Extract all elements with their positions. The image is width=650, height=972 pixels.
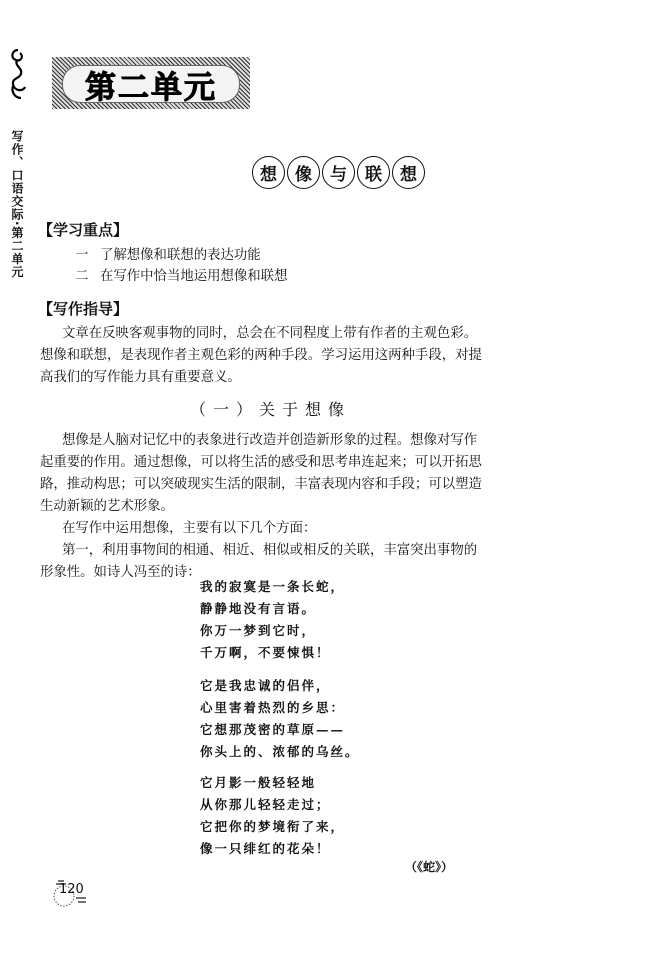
body-line: 生动新颖的艺术形象。 (40, 499, 174, 514)
body-line: 在写作中运用想像，主要有以下几个方面： (62, 521, 317, 536)
poem-line: 你万一梦到它时， (200, 623, 317, 638)
guide-line: 文章在反映客观事物的同时，总会在不同程度上带有作者的主观色彩。 (62, 326, 478, 341)
focus-item: 了解想像和联想的表达功能 (100, 248, 261, 263)
title-char: 想 (392, 156, 425, 189)
guide-line: 高我们的写作能力具有重要意义。 (40, 370, 241, 385)
decorative-ornament-icon (8, 46, 28, 102)
page-number-ornament (50, 878, 90, 908)
focus-item-number: 二 (75, 269, 89, 284)
poem-line: 我的寂寞是一条长蛇， (200, 579, 346, 594)
poem-line: 它是我忠诚的侣伴， (200, 678, 331, 693)
body-line: 起重要的作用。通过想像，可以将生活的感受和思考串连起来；可以开拓思 (40, 455, 482, 470)
guide-heading: 【写作指导】 (38, 300, 129, 318)
section-heading: （一）关于想像 (190, 400, 352, 419)
poem-source: （《蛇》） (405, 860, 454, 874)
side-running-header: 写作、口语交际·第二单元 (10, 130, 24, 279)
page-number: 120 (59, 882, 84, 897)
focus-item: 在写作中恰当地运用想像和联想 (100, 269, 288, 284)
poem-line: 像一只绯红的花朵！ (200, 841, 331, 856)
poem-line: 从你那儿轻轻走过； (200, 797, 331, 812)
title-char: 想 (252, 156, 285, 189)
poem-line: 千万啊，不要悚惧！ (200, 645, 331, 660)
focus-item-number: 一 (75, 248, 89, 263)
poem-line: 心里害着热烈的乡思： (200, 700, 346, 715)
body-line: 路，推动构思；可以突破现实生活的限制，丰富表现内容和手段；可以塑造 (40, 477, 482, 492)
lesson-title (252, 156, 427, 189)
body-line: 形象性。如诗人冯至的诗： (40, 565, 201, 580)
title-char: 与 (322, 156, 355, 189)
poem-line: 你头上的、浓郁的乌丝。 (200, 744, 360, 759)
unit-banner (52, 57, 250, 109)
title-char: 联 (357, 156, 390, 189)
poem-line: 它想那茂密的草原—— (200, 722, 346, 737)
body-line: 想像是人脑对记忆中的表象进行改造并创造新形象的过程。想像对写作 (62, 433, 478, 448)
title-char: 像 (287, 156, 320, 189)
poem-line: 它把你的梦境衔了来， (200, 819, 346, 834)
unit-title: 第二单元 (85, 69, 217, 106)
poem-line: 静静地没有言语。 (200, 601, 317, 616)
body-line: 第一，利用事物间的相通、相近、相似或相反的关联，丰富突出事物的 (62, 543, 478, 558)
guide-line: 想像和联想，是表现作者主观色彩的两种手段。学习运用这两种手段，对提 (40, 348, 482, 363)
focus-heading: 【学习重点】 (38, 221, 129, 239)
poem-line: 它月影一般轻轻地 (200, 775, 317, 790)
